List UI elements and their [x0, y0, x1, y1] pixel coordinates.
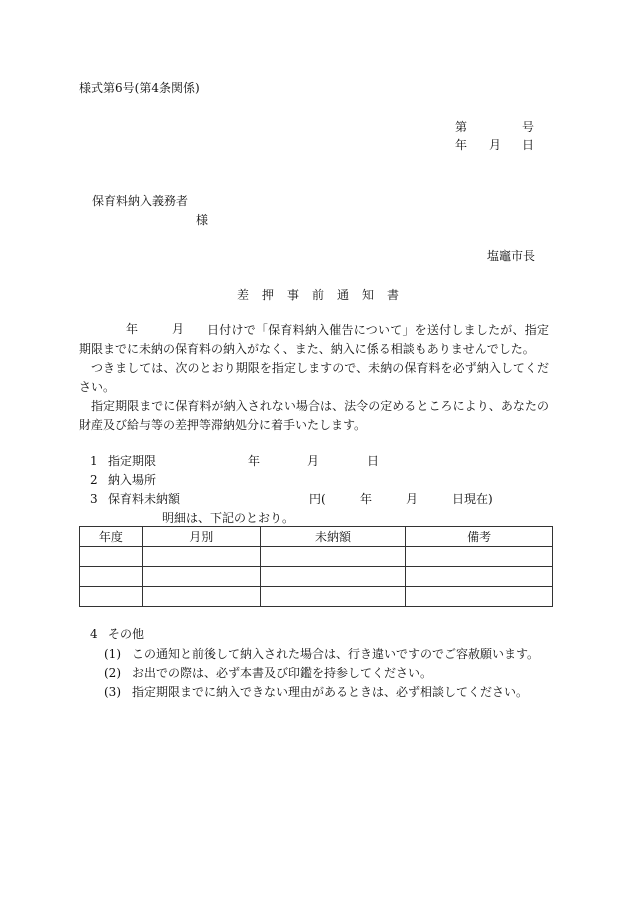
table-row	[80, 547, 553, 567]
table-cell	[406, 567, 553, 587]
item2-label: 納入場所	[108, 473, 157, 487]
item1-label: 指定期限	[108, 454, 157, 468]
p1-month: 月	[172, 322, 185, 336]
item3-label: 保育料未納額	[108, 492, 181, 506]
date-month: 月	[489, 138, 502, 152]
table-cell	[260, 587, 406, 607]
item1-day: 日	[367, 454, 380, 468]
recipient-label: 保育料納入義務者	[92, 194, 189, 208]
paragraph-2: つきましては、次のとおり期限を指定しますので、未納の保育料を必ず納入してください。	[79, 361, 549, 394]
document-title: 差押事前通知書	[237, 288, 413, 302]
note1-text: この通知と前後して納入された場合は、行き違いですのでご容赦願います。	[132, 647, 540, 661]
note2-text: お出での際は、必ず本書及び印鑑を持参してください。	[132, 666, 433, 680]
date-day: 日	[522, 138, 535, 152]
item3-yen: 円(	[309, 492, 326, 506]
item1-num: 1	[90, 454, 98, 468]
item2-num: 2	[90, 473, 98, 487]
table-row	[80, 587, 553, 607]
item3-num: 3	[90, 492, 98, 506]
table-cell	[80, 567, 143, 587]
table-cell	[406, 547, 553, 567]
form-label: 様式第6号(第4条関係)	[79, 81, 200, 95]
number-dai: 第	[455, 120, 468, 134]
note3-num: (3)	[104, 685, 121, 699]
table-cell	[406, 587, 553, 607]
other-num: 4	[90, 627, 98, 641]
table-cell	[260, 547, 406, 567]
other-heading: その他	[108, 627, 145, 641]
recipient-sama: 様	[196, 213, 209, 227]
date-year: 年	[455, 138, 468, 152]
header-remarks: 備考	[406, 527, 553, 547]
note2-num: (2)	[104, 666, 121, 680]
table-cell	[80, 587, 143, 607]
header-fiscal-year: 年度	[80, 527, 143, 547]
note3-text: 指定期限までに納入できない理由があるときは、必ず相談してください。	[132, 685, 529, 699]
p1-year: 年	[126, 322, 139, 336]
item3-month: 月	[406, 492, 419, 506]
table-cell	[142, 587, 260, 607]
header-unpaid-amount: 未納額	[260, 527, 406, 547]
table-row	[80, 567, 553, 587]
note1-num: (1)	[104, 647, 121, 661]
item1-year: 年	[248, 454, 261, 468]
arrears-table	[79, 526, 553, 607]
header-month: 月別	[142, 527, 260, 547]
table-cell	[260, 567, 406, 587]
item1-month: 月	[307, 454, 320, 468]
detail-note: 明細は、下記のとおり。	[162, 511, 295, 525]
item3-year: 年	[360, 492, 373, 506]
table-cell	[80, 547, 143, 567]
number-go: 号	[522, 120, 535, 134]
table-header-row	[80, 527, 553, 547]
paragraph-3: 指定期限までに保育料が納入されない場合は、法令の定めるところにより、あなたの財産及び給与等の差押等滞納処分に着手いたします。	[79, 399, 549, 432]
issuer: 塩竈市長	[487, 249, 536, 263]
table-cell	[142, 547, 260, 567]
table-cell	[142, 567, 260, 587]
item3-asof: 日現在)	[452, 492, 493, 506]
paragraph-1: 日付けで「保育料納入催告について」を送付しましたが、指定期限までに未納の保育料の納入がなく、また、納入に係る相談もありませんでした。	[79, 323, 549, 356]
